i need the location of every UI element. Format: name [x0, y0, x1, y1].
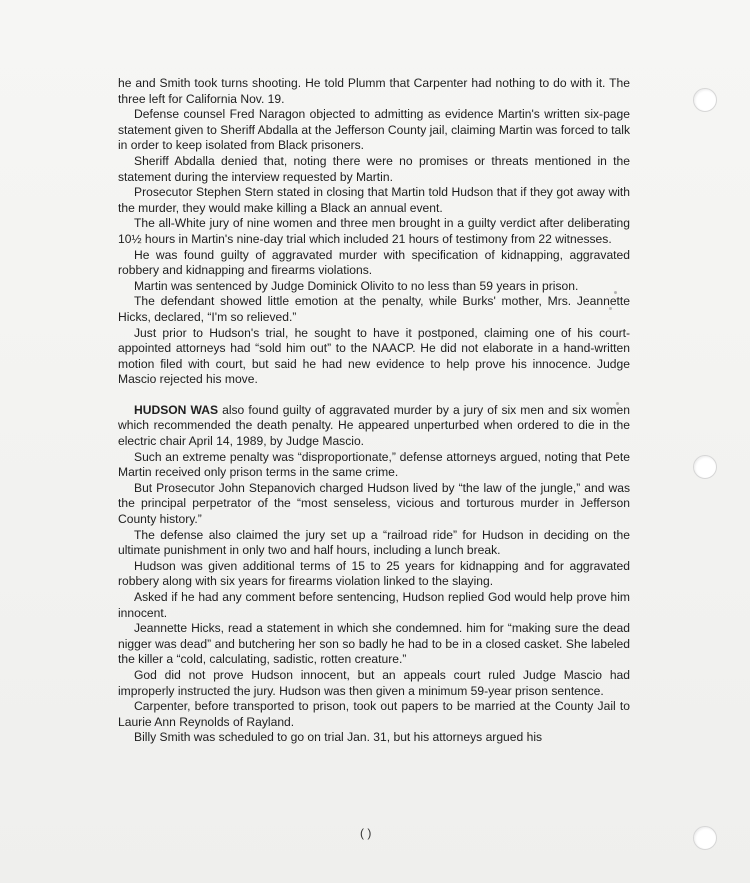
article-paragraph: Jeannette Hicks, read a statement in which she condemned. him for “making sure the dead nigger was dead” and butchering her son so badly he had to be in a closed casket. She labeled the killer a “cold, calculating, sadistic, rotten creature.”: [118, 621, 630, 667]
article-paragraph: God did not prove Hudson innocent, but an appeals court ruled Judge Mascio had improperly instructed the jury. Hudson was then given a minimum 59-year prison sentence.: [118, 667, 630, 698]
article-paragraph: But Prosecutor John Stepanovich charged Hudson lived by “the law of the jungle,” and was the principal perpetrator of the “most senseless, vicious and torturous murder in Jefferson County history.”: [118, 480, 630, 527]
article-paragraph: Defense counsel Fred Naragon objected to admitting as evidence Martin's written six-page statement given to Sheriff Abdalla at the Jefferson County jail, claiming Martin was forced to talk in order to keep isolated from Black prisoners.: [118, 107, 630, 153]
article-paragraph: Prosecutor Stephen Stern stated in closing that Martin told Hudson that if they got away with the murder, they would make killing a Black an annual event.: [118, 185, 630, 215]
section-lead-text: also found guilty of aggravated murder by a jury of six men and six women which recommended the death penalty. He appeared unperturbed when ordered to die in the electric chair April 14, 1989, by Judge Mascio.: [118, 402, 630, 449]
article-paragraph: Asked if he had any comment before sentencing, Hudson replied God would help prove him innocent.: [118, 590, 630, 620]
page-number: ( ): [360, 826, 372, 840]
article-body: [118, 76, 630, 746]
article-paragraph: Billy Smith was scheduled to go on trial Jan. 31, but his attorneys argued his: [134, 730, 543, 745]
article-paragraph: The defense also claimed the jury set up a “railroad ride” for Hudson in deciding on the ultimate punishment in only two and half hours, including a lunch break.: [118, 527, 630, 558]
article-paragraph: Such an extreme penalty was “disproportionate,” defense attorneys argued, noting that Pete Martin received only prison terms in the same crime.: [118, 449, 630, 480]
binder-hole-bottom: [693, 826, 717, 850]
article-paragraph: Sheriff Abdalla denied that, noting there were no promises or threats mentioned in the statement during the interview requested by Martin.: [118, 153, 630, 184]
binder-hole-middle: [693, 455, 717, 479]
article-paragraph: The all-White jury of nine women and three men brought in a guilty verdict after deliberating 10½ hours in Martin's nine-day trial which included 21 hours of testimony from 22 witnesses.: [118, 216, 630, 246]
article-paragraph: he and Smith took turns shooting. He told Plumm that Carpenter had nothing to do with it. The three left for California Nov. 19.: [118, 76, 630, 106]
article-paragraph: Hudson was given additional terms of 15 to 25 years for kidnapping and for aggravated robbery along with six years for firearms violation linked to the slaying.: [118, 558, 630, 589]
article-paragraph: Carpenter, before transported to prison, took out papers to be married at the County Jail to Laurie Ann Reynolds of Rayland.: [118, 699, 630, 729]
section-lead-paragraph: [118, 403, 630, 450]
article-paragraph: Martin was sentenced by Judge Dominick Olivito to no less than 59 years in prison.: [134, 278, 579, 293]
section-lead-subhead: HUDSON WAS: [134, 402, 219, 417]
article-paragraph: Just prior to Hudson's trial, he sought to have it postponed, claiming one of his court-appointed attorneys had “sold him out” to the NAACP. He did not elaborate in a hand-written motion filed with court, but said he had new evidence to help prove his innocence. Judge Mascio rejected his move.: [118, 325, 630, 387]
article-paragraph: The defendant showed little emotion at the penalty, while Burks' mother, Mrs. Jeannette Hicks, declared, “I'm so relieved.”: [118, 294, 630, 324]
binder-hole-top: [693, 88, 717, 112]
article-paragraph: He was found guilty of aggravated murder with specification of kidnapping, aggravated robbery and kidnapping and firearms violations.: [118, 247, 630, 278]
